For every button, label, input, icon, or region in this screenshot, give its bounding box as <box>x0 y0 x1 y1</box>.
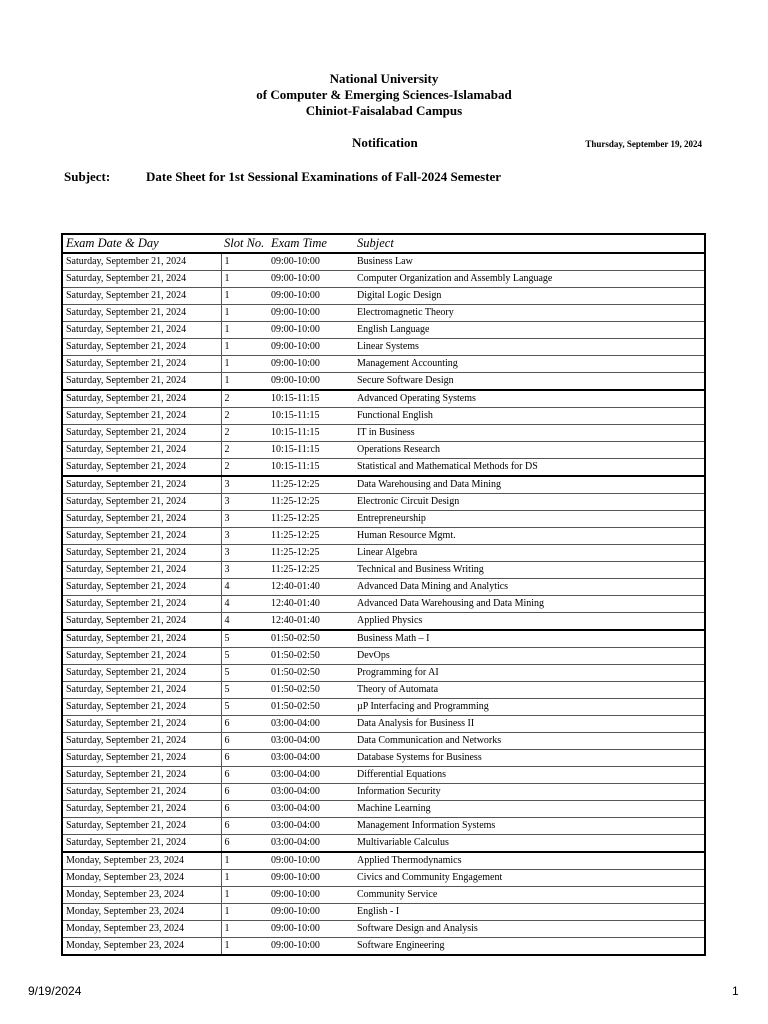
slot-cell: 5 <box>221 648 268 665</box>
slot-cell: 6 <box>221 784 268 801</box>
exam-time-cell: 09:00-10:00 <box>268 322 354 339</box>
exam-time-cell: 09:00-10:00 <box>268 373 354 391</box>
table-row <box>62 442 705 459</box>
table-row <box>62 818 705 835</box>
exam-time-cell: 09:00-10:00 <box>268 271 354 288</box>
table-row <box>62 511 705 528</box>
exam-time-cell: 01:50-02:50 <box>268 648 354 665</box>
slot-cell: 1 <box>221 288 268 305</box>
slot-cell: 5 <box>221 699 268 716</box>
subject-cell: Data Warehousing and Data Mining <box>354 476 705 494</box>
exam-date-cell: Saturday, September 21, 2024 <box>62 511 221 528</box>
exam-time-cell: 03:00-04:00 <box>268 801 354 818</box>
exam-date-cell: Monday, September 23, 2024 <box>62 870 221 887</box>
exam-date-cell: Saturday, September 21, 2024 <box>62 835 221 853</box>
table-row <box>62 716 705 733</box>
university-name: National University <box>329 71 439 86</box>
column-header-time: Exam Time <box>268 234 354 253</box>
table-row <box>62 870 705 887</box>
column-header-subject: Subject <box>354 234 705 253</box>
exam-date-cell: Saturday, September 21, 2024 <box>62 784 221 801</box>
table-row <box>62 408 705 425</box>
exam-date-cell: Saturday, September 21, 2024 <box>62 767 221 784</box>
exam-time-cell: 12:40-01:40 <box>268 613 354 631</box>
slot-cell: 6 <box>221 818 268 835</box>
slot-cell: 2 <box>221 390 268 408</box>
slot-cell: 3 <box>221 528 268 545</box>
exam-date-cell: Saturday, September 21, 2024 <box>62 733 221 750</box>
exam-date-cell: Monday, September 23, 2024 <box>62 887 221 904</box>
exam-date-cell: Saturday, September 21, 2024 <box>62 528 221 545</box>
exam-date-cell: Saturday, September 21, 2024 <box>62 494 221 511</box>
table-row <box>62 801 705 818</box>
exam-date-cell: Saturday, September 21, 2024 <box>62 339 221 356</box>
slot-cell: 1 <box>224 256 230 267</box>
subject-cell: Advanced Data Mining and Analytics <box>354 579 705 596</box>
exam-date-cell: Saturday, September 21, 2024 <box>62 630 221 648</box>
footer-date: 9/19/2024 <box>28 984 82 998</box>
exam-time-cell: 10:15-11:15 <box>268 425 354 442</box>
column-header-date: Exam Date & Day <box>62 234 221 253</box>
exam-date-cell: Saturday, September 21, 2024 <box>62 613 221 631</box>
slot-cell: 1 <box>221 356 268 373</box>
exam-date-cell: Saturday, September 21, 2024 <box>62 322 221 339</box>
table-row <box>62 835 705 853</box>
subject-cell: Electronic Circuit Design <box>354 494 705 511</box>
exam-date-cell: Saturday, September 21, 2024 <box>62 579 221 596</box>
table-row <box>62 852 705 870</box>
subject-cell: Information Security <box>354 784 705 801</box>
table-row <box>62 630 705 648</box>
table-row <box>62 750 705 767</box>
exam-time-cell: 11:25-12:25 <box>268 528 354 545</box>
exam-date-cell: Saturday, September 21, 2024 <box>62 459 221 477</box>
exam-date-cell: Saturday, September 21, 2024 <box>62 253 221 271</box>
subject-cell: Secure Software Design <box>354 373 705 391</box>
slot-cell: 1 <box>221 339 268 356</box>
subject-cell: DevOps <box>354 648 705 665</box>
slot-cell: 2 <box>221 425 268 442</box>
slot-cell: 5 <box>221 665 268 682</box>
subject-cell: Linear Systems <box>354 339 705 356</box>
exam-time-cell: 09:00-10:00 <box>268 938 354 956</box>
subject-cell: Applied Thermodynamics <box>354 852 705 870</box>
slot-cell: 1 <box>221 322 268 339</box>
slot-cell: 4 <box>221 613 268 631</box>
page-number: 1 <box>732 984 739 998</box>
exam-date-cell: Monday, September 23, 2024 <box>62 852 221 870</box>
slot-cell: 3 <box>221 511 268 528</box>
subject-cell: Business Math – I <box>354 630 705 648</box>
exam-time-cell: 09:00-10:00 <box>268 305 354 322</box>
exam-time-cell: 11:25-12:25 <box>268 494 354 511</box>
table-row <box>62 305 705 322</box>
exam-time-cell: 01:50-02:50 <box>268 630 354 648</box>
slot-cell: 2 <box>221 459 268 477</box>
table-row <box>62 579 705 596</box>
slot-cell: 4 <box>221 596 268 613</box>
slot-cell: 2 <box>221 442 268 459</box>
exam-date-cell: Saturday, September 21, 2024 <box>62 305 221 322</box>
table-row <box>62 288 705 305</box>
slot-cell: 3 <box>221 545 268 562</box>
exam-date-cell: Saturday, September 21, 2024 <box>62 716 221 733</box>
slot-cell: 1 <box>221 904 268 921</box>
subject-cell: Technical and Business Writing <box>354 562 705 579</box>
table-row <box>62 682 705 699</box>
exam-date-cell: Monday, September 23, 2024 <box>62 921 221 938</box>
exam-time-cell: 03:00-04:00 <box>268 733 354 750</box>
table-row <box>62 904 705 921</box>
exam-date-cell: Saturday, September 21, 2024 <box>62 665 221 682</box>
exam-date-cell: Saturday, September 21, 2024 <box>62 390 221 408</box>
slot-cell: 1 <box>221 305 268 322</box>
subject-cell: Software Engineering <box>354 938 705 956</box>
subject-cell: Advanced Operating Systems <box>354 390 705 408</box>
slot-cell: 5 <box>221 682 268 699</box>
exam-time-cell: 03:00-04:00 <box>268 767 354 784</box>
subject-cell: µP Interfacing and Programming <box>354 699 705 716</box>
exam-date-cell: Saturday, September 21, 2024 <box>62 425 221 442</box>
exam-time-cell: 01:50-02:50 <box>268 665 354 682</box>
table-header-row <box>62 234 705 253</box>
table-row <box>62 390 705 408</box>
exam-date-cell: Monday, September 23, 2024 <box>62 938 221 956</box>
exam-date-cell: Saturday, September 21, 2024 <box>62 288 221 305</box>
table-row <box>62 373 705 391</box>
exam-time-cell: 10:15-11:15 <box>268 459 354 477</box>
slot-cell: 1 <box>221 373 268 391</box>
exam-date-cell: Saturday, September 21, 2024 <box>62 682 221 699</box>
exam-date-cell: Monday, September 23, 2024 <box>62 904 221 921</box>
exam-time-cell: 11:25-12:25 <box>268 562 354 579</box>
subject-cell: Electromagnetic Theory <box>354 305 705 322</box>
table-row <box>62 699 705 716</box>
slot-cell: 1 <box>221 938 268 956</box>
slot-cell: 6 <box>221 767 268 784</box>
exam-date-cell: Saturday, September 21, 2024 <box>62 818 221 835</box>
table-row <box>62 562 705 579</box>
table-row <box>62 425 705 442</box>
table-row <box>62 784 705 801</box>
exam-time-cell: 09:00-10:00 <box>268 288 354 305</box>
exam-time-cell: 09:00-10:00 <box>268 921 354 938</box>
subject-cell: Multivariable Calculus <box>354 835 705 853</box>
subject-cell: Community Service <box>354 887 705 904</box>
exam-date-cell: Saturday, September 21, 2024 <box>62 750 221 767</box>
subject-cell: Computer Organization and Assembly Language <box>354 271 705 288</box>
table-row <box>62 733 705 750</box>
subject-cell: Civics and Community Engagement <box>354 870 705 887</box>
exam-date-cell: Saturday, September 21, 2024 <box>62 356 221 373</box>
date-sheet-table <box>61 233 706 956</box>
slot-cell: 2 <box>221 408 268 425</box>
campus-name: Chiniot-Faisalabad Campus <box>305 103 463 118</box>
subject-cell: Business Law <box>357 256 413 267</box>
exam-date-cell: Saturday, September 21, 2024 <box>62 373 221 391</box>
exam-time-cell: 01:50-02:50 <box>268 699 354 716</box>
subject-text: Date Sheet for 1st Sessional Examinations of Fall-2024 Semester <box>146 169 502 184</box>
exam-time-cell: 09:00-10:00 <box>268 356 354 373</box>
exam-time-cell: 09:00-10:00 <box>268 904 354 921</box>
exam-date-cell: Saturday, September 21, 2024 <box>62 271 221 288</box>
exam-date-cell: Saturday, September 21, 2024 <box>62 545 221 562</box>
exam-date-cell: Saturday, September 21, 2024 <box>62 648 221 665</box>
table-row <box>62 322 705 339</box>
slot-cell: 3 <box>221 476 268 494</box>
slot-cell: 4 <box>221 579 268 596</box>
table-row <box>62 528 705 545</box>
subject-label: Subject: <box>64 169 111 184</box>
exam-date-cell: Saturday, September 21, 2024 <box>62 442 221 459</box>
exam-date-cell: Saturday, September 21, 2024 <box>62 408 221 425</box>
exam-time-cell: 10:15-11:15 <box>268 408 354 425</box>
subject-cell: Linear Algebra <box>354 545 705 562</box>
table-row <box>62 921 705 938</box>
exam-date-cell: Saturday, September 21, 2024 <box>62 596 221 613</box>
table-row <box>62 665 705 682</box>
slot-cell: 5 <box>221 630 268 648</box>
column-header-slot: Slot No. <box>221 234 268 253</box>
exam-time-cell: 09:00-10:00 <box>268 339 354 356</box>
slot-cell: 6 <box>221 716 268 733</box>
exam-date-cell: Saturday, September 21, 2024 <box>62 562 221 579</box>
subject-cell: Advanced Data Warehousing and Data Mining <box>354 596 705 613</box>
slot-cell: 6 <box>221 750 268 767</box>
subject-cell: Functional English <box>354 408 705 425</box>
exam-time-cell: 09:00-10:00 <box>271 256 320 267</box>
slot-cell: 6 <box>221 835 268 853</box>
exam-time-cell: 12:40-01:40 <box>268 579 354 596</box>
subject-cell: Data Communication and Networks <box>354 733 705 750</box>
exam-time-cell: 11:25-12:25 <box>268 511 354 528</box>
exam-time-cell: 10:15-11:15 <box>268 442 354 459</box>
slot-cell: 6 <box>221 801 268 818</box>
table-row <box>62 459 705 477</box>
table-row <box>62 271 705 288</box>
exam-time-cell: 11:25-12:25 <box>268 476 354 494</box>
notification-date: Thursday, September 19, 2024 <box>585 139 702 149</box>
table-row <box>62 339 705 356</box>
exam-date-cell: Saturday, September 21, 2024 <box>62 801 221 818</box>
slot-cell: 3 <box>221 494 268 511</box>
table-row <box>62 887 705 904</box>
slot-cell: 1 <box>221 887 268 904</box>
slot-cell: 1 <box>221 921 268 938</box>
subject-cell: Data Analysis for Business II <box>354 716 705 733</box>
slot-cell: 1 <box>221 271 268 288</box>
table-row <box>62 356 705 373</box>
slot-cell: 6 <box>221 733 268 750</box>
subject-cell: Entrepreneurship <box>354 511 705 528</box>
subject-cell: IT in Business <box>354 425 705 442</box>
table-row <box>62 545 705 562</box>
subject-cell: Database Systems for Business <box>354 750 705 767</box>
subject-cell: Human Resource Mgmt. <box>354 528 705 545</box>
exam-time-cell: 09:00-10:00 <box>268 870 354 887</box>
exam-time-cell: 09:00-10:00 <box>268 887 354 904</box>
exam-time-cell: 09:00-10:00 <box>268 852 354 870</box>
exam-time-cell: 12:40-01:40 <box>268 596 354 613</box>
subject-cell: Statistical and Mathematical Methods for DS <box>354 459 705 477</box>
table-body <box>62 253 705 955</box>
subject-cell: Management Accounting <box>354 356 705 373</box>
exam-time-cell: 03:00-04:00 <box>268 835 354 853</box>
slot-cell: 3 <box>221 562 268 579</box>
subject-cell: Differential Equations <box>354 767 705 784</box>
table-row <box>62 767 705 784</box>
subject-cell: English Language <box>354 322 705 339</box>
table-row <box>62 648 705 665</box>
subject-cell: Applied Physics <box>354 613 705 631</box>
table-row <box>62 596 705 613</box>
exam-date-cell: Saturday, September 21, 2024 <box>62 476 221 494</box>
table-row <box>62 938 705 956</box>
exam-time-cell: 03:00-04:00 <box>268 818 354 835</box>
subject-cell: Management Information Systems <box>354 818 705 835</box>
university-subtitle: of Computer & Emerging Sciences-Islamabad <box>256 87 512 102</box>
table-row <box>62 494 705 511</box>
slot-cell: 1 <box>221 870 268 887</box>
exam-date-cell: Saturday, September 21, 2024 <box>62 699 221 716</box>
subject-cell: English - I <box>354 904 705 921</box>
notification-title: Notification <box>352 135 418 150</box>
slot-cell: 1 <box>221 852 268 870</box>
table-row <box>62 613 705 631</box>
exam-time-cell: 03:00-04:00 <box>268 716 354 733</box>
subject-cell: Programming for AI <box>354 665 705 682</box>
exam-time-cell: 03:00-04:00 <box>268 784 354 801</box>
exam-time-cell: 03:00-04:00 <box>268 750 354 767</box>
subject-cell: Software Design and Analysis <box>354 921 705 938</box>
exam-time-cell: 10:15-11:15 <box>268 390 354 408</box>
subject-cell: Theory of Automata <box>354 682 705 699</box>
subject-cell: Digital Logic Design <box>354 288 705 305</box>
exam-time-cell: 01:50-02:50 <box>268 682 354 699</box>
table-row <box>62 253 705 271</box>
subject-cell: Operations Research <box>354 442 705 459</box>
exam-time-cell: 11:25-12:25 <box>268 545 354 562</box>
subject-cell: Machine Learning <box>354 801 705 818</box>
table-row <box>62 476 705 494</box>
